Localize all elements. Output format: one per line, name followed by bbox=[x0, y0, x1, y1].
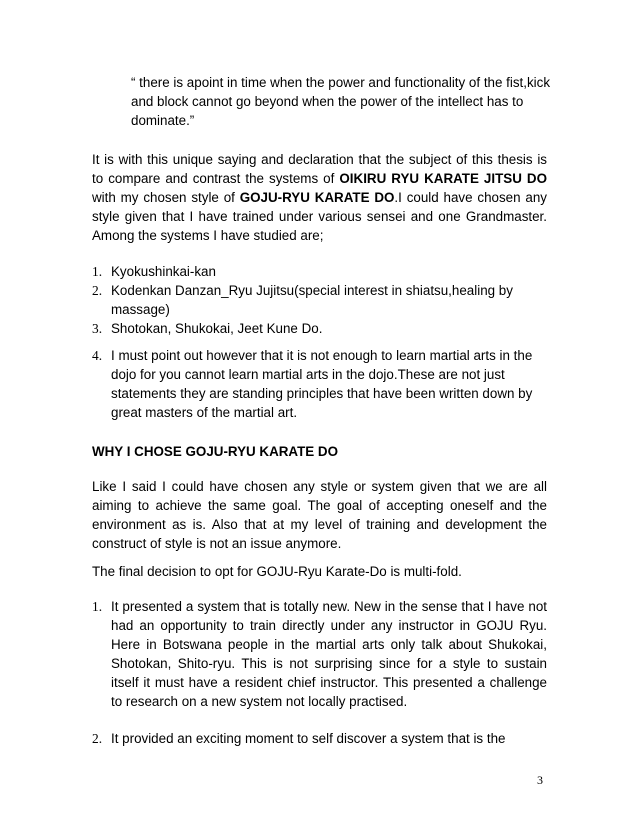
intro-text-1: It is with this unique saying and declaration that the subject of this thesis is to compare and contrast the systems of bbox=[92, 152, 547, 186]
list-number: 1. bbox=[92, 264, 103, 279]
systems-list bbox=[92, 262, 547, 338]
intro-text-3: .I could have chosen any style given that I have trained under various sensei and one Grandmaster. Among the systems I have studied are; bbox=[92, 190, 547, 243]
list-item bbox=[92, 346, 547, 422]
list-text: Shotokan, Shukokai, Jeet Kune Do. bbox=[111, 321, 323, 336]
list-number: 1. bbox=[92, 599, 103, 614]
list-number: 2. bbox=[92, 283, 103, 298]
reasons-list-continued bbox=[92, 729, 547, 748]
list-number: 3. bbox=[92, 321, 103, 336]
list-item bbox=[92, 319, 547, 338]
intro-bold-oikiru: OIKIRU RYU KARATE JITSU DO bbox=[339, 171, 548, 186]
list-number: 4. bbox=[92, 348, 103, 363]
list-text: Kodenkan Danzan_Ryu Jujitsu(special interest in shiatsu,healing by massage) bbox=[111, 283, 513, 317]
list-text: Kyokushinkai-kan bbox=[111, 264, 216, 279]
list-text: It presented a system that is totally new. New in the sense that I have not had an opportunity to train directly under any instructor in GOJU Ryu. Here in Botswana people in the martial arts only talk about Shukokai, Shotokan, Shito-ryu. This is not surprising since for a style to sustain itself it must have a resident chief instructor. This presented a challenge to research on a new system not locally practised. bbox=[111, 599, 547, 709]
reasons-list bbox=[92, 597, 547, 711]
body-paragraph: Like I said I could have chosen any style or system given that we are all aiming to achieve the same goal. The goal of accepting oneself and the environment as is. Also that at my level of training and development the construct of style is not an issue anymore. bbox=[92, 479, 547, 551]
intro-paragraph bbox=[92, 150, 547, 245]
list-item bbox=[92, 729, 547, 748]
opening-quote: “ there is apoint in time when the power and functionality of the fist,kick and block cannot go beyond when the power of the intellect has to dominate.” bbox=[131, 75, 551, 128]
page-number: 3 bbox=[537, 773, 543, 787]
list-text: It provided an exciting moment to self discover a system that is the bbox=[111, 731, 506, 746]
list-number: 2. bbox=[92, 731, 103, 746]
intro-bold-goju: GOJU-RYU KARATE DO bbox=[239, 190, 395, 205]
list-item bbox=[92, 262, 547, 281]
list-item bbox=[92, 597, 547, 711]
intro-text-2: with my chosen style of bbox=[92, 190, 240, 205]
section-heading: WHY I CHOSE GOJU-RYU KARATE DO bbox=[92, 444, 339, 459]
point-four-list bbox=[92, 346, 547, 422]
body-paragraph: The final decision to opt for GOJU-Ryu Karate-Do is multi-fold. bbox=[92, 564, 462, 579]
list-text: I must point out however that it is not enough to learn martial arts in the dojo for you cannot learn martial arts in the dojo.These are not just statements they are standing principles that have been written down by great masters of the martial art. bbox=[111, 348, 533, 420]
list-item bbox=[92, 281, 547, 319]
